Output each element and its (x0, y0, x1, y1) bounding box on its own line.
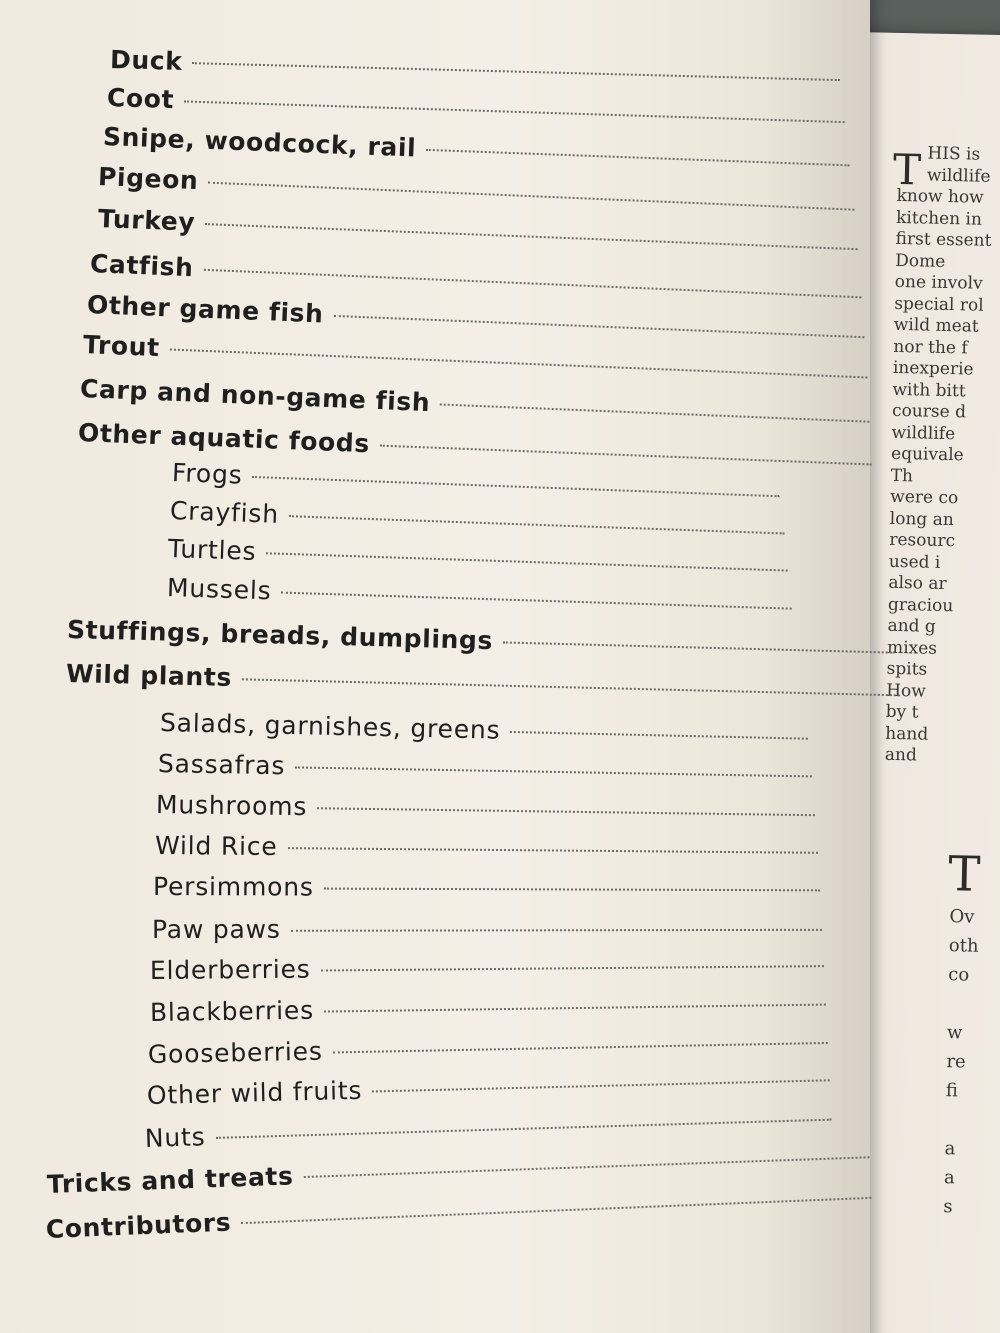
facing-page-line: used i (888, 551, 941, 573)
toc-entry (155, 831, 818, 871)
toc-entry-label: Carp and non-game fish (79, 374, 431, 418)
toc-entry-label: Nuts (144, 1122, 206, 1153)
toc-entry (153, 872, 820, 908)
facing-page-line: and g (887, 615, 937, 637)
facing-page-line: first essent (895, 228, 992, 251)
toc-entry-label: Snipe, woodcock, rail (102, 122, 417, 163)
dot-leader (324, 1004, 826, 1013)
toc-entry-label: Other game fish (86, 290, 325, 329)
facing-page-line: a (944, 1138, 956, 1160)
toc-entry-label: Sassafras (157, 749, 286, 781)
facing-page-line: also ar (888, 572, 947, 595)
toc-entry-label: Paw paws (151, 914, 281, 944)
facing-page-line: Th (890, 465, 914, 486)
facing-page-line: a (943, 1167, 955, 1189)
toc-entry-label: Other wild fruits (146, 1075, 363, 1110)
dot-leader (252, 476, 779, 497)
facing-page-line: graciou (887, 594, 954, 616)
facing-page-line: one involv (894, 271, 983, 294)
facing-page-heading-letter: T (947, 846, 981, 903)
facing-page-line: hand (885, 723, 929, 745)
toc-entry-label: Duck (109, 45, 183, 76)
toc-entry-label: Elderberries (149, 954, 311, 985)
toc-entry-label: Trout (82, 330, 161, 363)
toc-entry-label: Persimmons (152, 872, 314, 902)
dot-leader (208, 182, 854, 211)
dot-leader (291, 929, 822, 932)
facing-page-line: wild meat (893, 314, 979, 337)
facing-page-line: with bitt (892, 379, 966, 401)
dot-leader (295, 766, 812, 777)
toc-entry (156, 790, 815, 833)
dot-leader (317, 807, 815, 816)
facing-page-line: re (946, 1051, 966, 1073)
facing-page-line: How (885, 680, 927, 702)
dot-leader (215, 1119, 831, 1139)
dot-leader (205, 223, 857, 250)
facing-page-line: co (948, 964, 970, 986)
dot-leader (241, 1197, 871, 1224)
facing-page-line: kitchen in (895, 207, 983, 230)
dot-leader (321, 965, 824, 971)
dot-leader (303, 1156, 869, 1178)
dot-leader (333, 1042, 828, 1054)
facing-page-line: know how (896, 185, 984, 208)
dot-leader (281, 592, 791, 610)
facing-page-line: Ov (949, 906, 975, 928)
dot-leader (242, 678, 900, 696)
facing-page-line: spits (886, 658, 928, 680)
facing-page-line: by t (885, 701, 919, 723)
facing-page-line: Dome (894, 250, 946, 272)
dot-leader (333, 315, 864, 338)
facing-page-line: equivale (890, 443, 964, 466)
toc-entry-label: Coot (106, 83, 175, 115)
facing-page-line: and (884, 744, 918, 766)
facing-page-line: w (946, 1022, 963, 1044)
toc-entry-label: Pigeon (97, 162, 199, 196)
toc-entry-label: Mushrooms (155, 790, 308, 822)
facing-page-line: inexperie (892, 357, 974, 380)
toc-entry-label: Wild Rice (154, 831, 278, 862)
facing-page-line: course d (891, 400, 967, 423)
dot-leader (288, 847, 818, 854)
dot-leader (203, 269, 861, 299)
facing-page-line: wildlife (926, 165, 991, 187)
facing-page-line: oth (948, 935, 979, 957)
toc-entry-label: Crayfish (169, 496, 280, 529)
facing-page-line: long an (889, 508, 954, 530)
dot-leader (192, 62, 839, 81)
toc-entry-label: Turkey (97, 204, 196, 237)
toc-entry (150, 950, 824, 990)
dot-leader (372, 1079, 830, 1092)
toc-entry-label: Tricks and treats (46, 1161, 294, 1199)
facing-page-line: resourc (889, 529, 956, 552)
toc-entry (152, 914, 822, 949)
toc-entry-label: Contributors (45, 1207, 232, 1244)
facing-page-line: HIS is (927, 143, 981, 165)
toc-entry-label: Catfish (89, 249, 195, 283)
toc-entry-label: Other aquatic foods (77, 418, 371, 459)
toc-entry-label: Gooseberries (147, 1036, 323, 1069)
dot-leader (266, 552, 787, 571)
dot-leader (169, 348, 867, 378)
dot-leader (324, 888, 820, 892)
facing-page-line: nor the f (893, 336, 968, 358)
facing-page-line: special rol (894, 293, 984, 316)
facing-page-line: s (943, 1196, 953, 1218)
toc-entry-label: Blackberries (149, 995, 315, 1027)
dot-leader (503, 641, 895, 653)
facing-page-line: wildlife (891, 422, 956, 444)
toc-entry-label: Frogs (171, 458, 244, 490)
dot-leader (289, 515, 785, 534)
facing-page-line: mixes (886, 637, 938, 659)
dot-leader (380, 445, 872, 466)
toc-entry-label: Turtles (167, 534, 257, 566)
dot-leader (510, 731, 808, 740)
dot-leader (440, 403, 869, 422)
dot-leader (426, 149, 849, 167)
toc-entry (158, 749, 812, 794)
toc-entry-label: Stuffings, breads, dumplings (66, 615, 494, 656)
toc-entry-label: Wild plants (65, 659, 233, 693)
dot-leader (184, 100, 845, 123)
facing-page-line: fi (945, 1080, 959, 1102)
facing-page-line: were co (890, 486, 959, 509)
toc-entry-label: Salads, garnishes, greens (159, 708, 501, 745)
toc-entry-label: Mussels (166, 573, 272, 606)
toc-entry (160, 708, 809, 757)
toc-entry (150, 989, 826, 1032)
facing-page-dropcap: T (892, 144, 922, 195)
